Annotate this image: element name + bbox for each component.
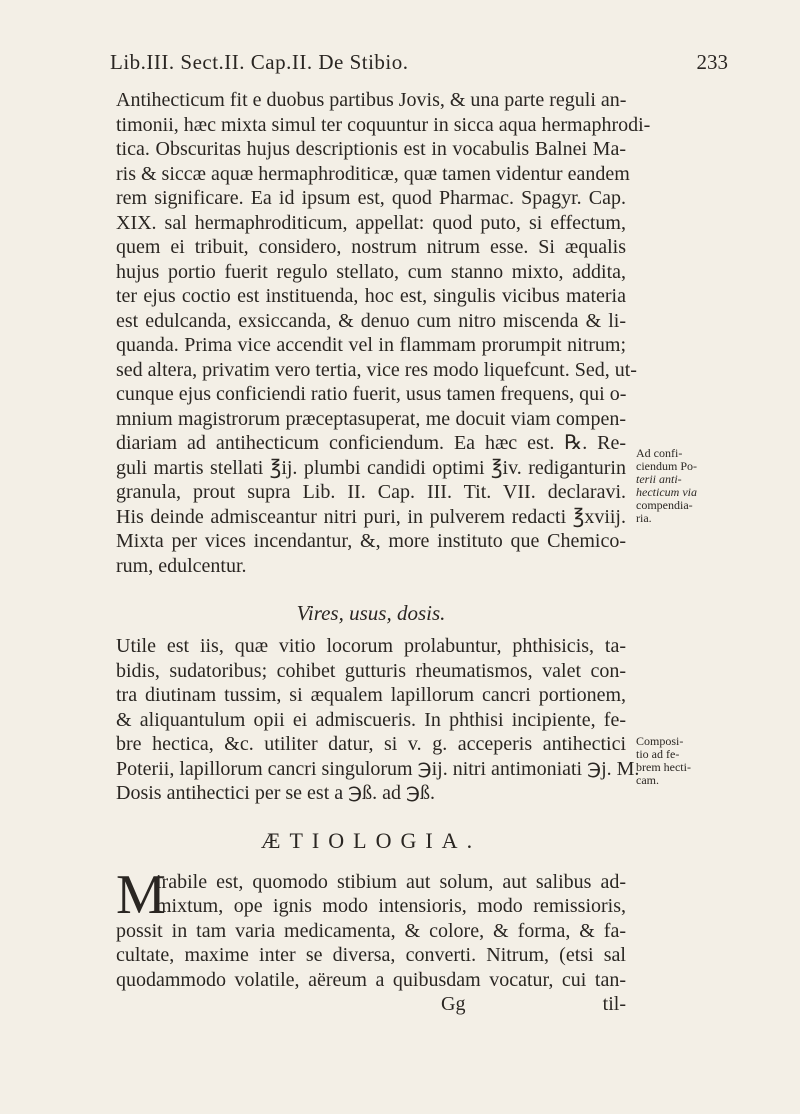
text-line: quodammodo volatile, aëreum a quibusdam vocatur, cui tan- xyxy=(116,968,626,991)
text-line: granula, prout supra Lib. II. Cap. III. Tit. VII. declaravi. xyxy=(116,481,626,503)
page-number: 233 xyxy=(696,50,728,74)
text-line: quem ei tribuit, considero, nostrum nitrum esse. Si æqualis xyxy=(116,236,626,258)
text-line: mixtum, ope ignis modo intensioris, modo remissioris, xyxy=(156,895,626,917)
text-line: est edulcanda, exsiccanda, & denuo cum nitro miscenda & li- xyxy=(116,309,626,332)
paragraph-aetiologia xyxy=(116,863,626,1017)
heading-aetiologia: ÆTIOLOGIA. xyxy=(260,827,482,853)
margin-note-line: Ad confi- xyxy=(636,446,683,460)
margin-note-antihecticum xyxy=(636,447,726,525)
text-line: cunque ejus conficiendi ratio fuerit, usus tamen frequens, qui o- xyxy=(116,383,627,405)
drop-cap: M xyxy=(116,863,166,926)
text-line: bre hectica, &c. utiliter datur, si v. g. acceperis antihectici xyxy=(116,733,626,755)
paragraph-vires xyxy=(116,634,640,806)
signature-mark: Gg xyxy=(441,993,466,1015)
text-line: XIX. sal hermaphroditicum, appellat: quod puto, si effectum, xyxy=(116,211,626,234)
text-line: Dosis antihectici per se est a ℈ß. ad ℈ß. xyxy=(116,782,435,804)
text-line: Utile est iis, quæ vitio locorum prolabuntur, phthisicis, ta- xyxy=(116,635,626,657)
paragraph-antihecticum xyxy=(116,88,651,578)
text-line: mnium magistrorum præceptasuperat, me docuit viam compen- xyxy=(116,407,626,430)
running-head-title: Lib.III. Sect.II. Cap.II. De Stibio. xyxy=(110,50,409,74)
margin-note-line: ciendum Po- xyxy=(636,459,697,473)
text-line: hujus portio fuerit regulo stellato, cum stanno mixto, addita, xyxy=(116,260,626,283)
text-line: possit in tam varia medicamenta, & colore, & forma, & fa- xyxy=(116,919,626,942)
text-line: guli martis stellati ℥ij. plumbi candidi optimi ℥iv. rediganturin xyxy=(116,456,626,479)
text-line: & aliquantulum opii ei admiscueris. In phthisi incipiente, fe- xyxy=(116,708,626,731)
text-line: tra diutinam tussim, si æqualem lapillorum cancri portionem, xyxy=(116,684,626,706)
catchword: til- xyxy=(602,993,626,1015)
margin-note-line: tio ad fe- xyxy=(636,747,680,761)
margin-note-line: compendia- xyxy=(636,498,693,512)
margin-note-compositio xyxy=(636,735,726,787)
running-head xyxy=(110,50,728,84)
text-line: diariam ad antihecticum conficiendum. Ea hæc est. ℞. Re- xyxy=(116,432,626,454)
text-line: Antihecticum fit e duobus partibus Jovis, & una parte reguli an- xyxy=(116,89,627,111)
margin-note-line: ria. xyxy=(636,511,652,525)
text-line: ter ejus coctio est instituenda, hoc est, singulis vicibus materia xyxy=(116,285,626,307)
text-line: sed altera, privatim vero tertia, vice res modo liquefcunt. Sed, ut- xyxy=(116,358,637,381)
text-line: Poterii, lapillorum cancri singulorum ℈ij. nitri antimoniati ℈j. M. xyxy=(116,757,640,780)
text-line: cultate, maxime inter se diversa, converti. Nitrum, (etsi sal xyxy=(116,944,626,966)
margin-note-line: brem hecti- xyxy=(636,760,691,774)
margin-note-line: cam. xyxy=(636,773,659,787)
margin-note-line: hecticum via xyxy=(636,485,697,499)
text-line: bidis, sudatoribus; cohibet gutturis rheumatismos, valet con- xyxy=(116,659,626,682)
margin-note-line: terii anti- xyxy=(636,472,682,486)
text-line: rum, edulcentur. xyxy=(116,554,247,577)
text-line: ris & siccæ aquæ hermaphroditicæ, quæ tamen videntur eandem xyxy=(116,162,630,185)
text-line: irabile est, quomodo stibium aut solum, aut salibus ad- xyxy=(156,870,626,893)
footer-line xyxy=(116,992,626,1017)
text-line: rem significare. Ea id ipsum est, quod Pharmac. Spagyr. Cap. xyxy=(116,187,626,209)
text-line: timonii, hæc mixta simul ter coquuntur in sicca aqua hermaphrodi- xyxy=(116,113,651,136)
main-text-column xyxy=(116,88,651,1017)
text-line: quanda. Prima vice accendit vel in flammam prorumpit nitrum; xyxy=(116,334,626,356)
heading-vires: Vires, usus, dosis. xyxy=(296,601,446,625)
margin-note-line: Composi- xyxy=(636,734,684,748)
text-line: tica. Obscuritas hujus descriptionis est in vocabulis Balnei Ma- xyxy=(116,138,626,160)
text-line: Mixta per vices incendantur, &, more instituto que Chemico- xyxy=(116,530,626,552)
text-line: His deinde admisceantur nitri puri, in pulverem redacti ℥xviij. xyxy=(116,505,626,528)
